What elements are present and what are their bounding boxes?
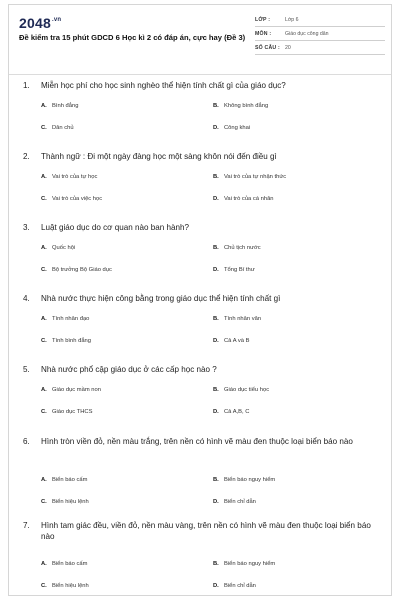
option-letter: A. — [41, 477, 47, 483]
question-body: Luật giáo dục do cơ quan nào ban hành? — [41, 223, 189, 232]
option-letter: A. — [41, 387, 47, 393]
option-text: Tính bình đẳng — [52, 338, 91, 344]
option-c[interactable] — [41, 338, 91, 344]
logo-suffix: .vn — [51, 17, 62, 23]
option-text: Bình đẳng — [52, 103, 79, 109]
option-text: Biển báo nguy hiểm — [224, 561, 276, 567]
option-d[interactable] — [213, 196, 274, 202]
option-text: Tổng Bí thư — [224, 267, 255, 273]
option-a[interactable] — [41, 477, 87, 483]
meta-value: Lớp 6 — [285, 16, 299, 23]
option-b[interactable] — [213, 103, 268, 109]
option-text: Biển hiệu lệnh — [52, 583, 89, 589]
option-text: Giáo dục THCS — [52, 409, 93, 415]
option-text: Giáo dục mầm non — [52, 387, 101, 393]
option-letter: A. — [41, 174, 47, 180]
option-b[interactable] — [213, 316, 261, 322]
question-text — [23, 437, 383, 448]
option-letter: C. — [41, 409, 47, 415]
logo-text: 2048 — [19, 15, 51, 31]
question-number: 3. — [23, 223, 30, 232]
option-letter: D. — [213, 499, 219, 505]
option-a[interactable] — [41, 387, 101, 393]
option-text: Giáo dục tiểu học — [224, 387, 270, 393]
question-text — [23, 521, 383, 542]
option-d[interactable] — [213, 409, 249, 415]
option-b[interactable] — [213, 387, 269, 393]
option-letter: D. — [213, 338, 219, 344]
option-text: Bộ trưởng Bộ Giáo dục — [52, 267, 112, 273]
option-a[interactable] — [41, 103, 78, 109]
question-number: 2. — [23, 152, 30, 161]
option-text: Công khai — [224, 125, 251, 131]
meta-label: MÔN : — [255, 30, 272, 37]
option-text: Quốc hội — [52, 245, 76, 251]
question-number: 7. — [23, 521, 30, 530]
meta-row-count — [255, 41, 385, 55]
question-text — [23, 365, 383, 376]
option-text: Vai trò của tự học — [52, 174, 98, 180]
option-letter: D. — [213, 267, 219, 273]
option-b[interactable] — [213, 245, 261, 251]
option-letter: D. — [213, 583, 219, 589]
question-text — [23, 223, 383, 234]
meta-label: LỚP : — [255, 16, 271, 23]
option-c[interactable] — [41, 409, 93, 415]
option-letter: A. — [41, 316, 47, 322]
question-number: 1. — [23, 81, 30, 90]
option-c[interactable] — [41, 583, 89, 589]
option-text: Biển báo cấm — [52, 477, 88, 483]
option-d[interactable] — [213, 338, 249, 344]
site-logo[interactable] — [19, 15, 61, 31]
option-text: Biển báo cấm — [52, 561, 88, 567]
option-letter: B. — [213, 245, 219, 251]
option-letter: A. — [41, 561, 47, 567]
option-d[interactable] — [213, 583, 256, 589]
option-letter: C. — [41, 499, 47, 505]
meta-row-subject — [255, 27, 385, 41]
option-letter: C. — [41, 583, 47, 589]
question-number: 6. — [23, 437, 30, 446]
option-letter: C. — [41, 267, 47, 273]
page-title: Đề kiểm tra 15 phút GDCD 6 Học kì 2 có đáp án, cực hay (Đề 3) — [19, 33, 246, 42]
option-letter: A. — [41, 103, 47, 109]
option-a[interactable] — [41, 245, 75, 251]
option-letter: D. — [213, 196, 219, 202]
question-number: 5. — [23, 365, 30, 374]
option-letter: C. — [41, 125, 47, 131]
option-d[interactable] — [213, 125, 250, 131]
option-b[interactable] — [213, 561, 275, 567]
option-text: Cả A,B, C — [224, 409, 250, 415]
option-letter: B. — [213, 561, 219, 567]
option-text: Biển báo nguy hiểm — [224, 477, 276, 483]
question-body: Miễn học phí cho học sinh nghèo thể hiện tính chất gì của giáo dục? — [41, 81, 286, 90]
option-d[interactable] — [213, 499, 256, 505]
option-letter: C. — [41, 196, 47, 202]
question-body: Thành ngữ : Đi một ngày đàng học một sàng khôn nói đến điều gì — [41, 152, 277, 161]
option-letter: B. — [213, 103, 219, 109]
option-b[interactable] — [213, 477, 275, 483]
question-text — [23, 152, 383, 163]
question-body: Nhà nước phổ cập giáo dục ở các cấp học nào ? — [41, 365, 217, 374]
meta-row-class — [255, 13, 385, 27]
option-c[interactable] — [41, 267, 112, 273]
question-text — [23, 81, 383, 92]
question-body: Hình tam giác đều, viền đỏ, nền màu vàng, trên nền có hình vẽ màu đen thuộc loại biển báo nào — [41, 521, 371, 541]
question-body: Nhà nước thực hiện công bằng trong giáo dục thể hiện tính chất gì — [41, 294, 281, 303]
question-number: 4. — [23, 294, 30, 303]
option-text: Tính nhân đạo — [52, 316, 90, 322]
option-letter: A. — [41, 245, 47, 251]
option-c[interactable] — [41, 196, 102, 202]
option-a[interactable] — [41, 316, 89, 322]
option-letter: C. — [41, 338, 47, 344]
option-d[interactable] — [213, 267, 255, 273]
option-text: Dân chủ — [52, 125, 74, 131]
meta-value: 20 — [285, 44, 291, 51]
option-letter: D. — [213, 125, 219, 131]
option-text: Biển hiệu lệnh — [52, 499, 89, 505]
option-c[interactable] — [41, 125, 74, 131]
option-letter: B. — [213, 316, 219, 322]
meta-table — [255, 13, 385, 55]
option-text: Vai trò của cá nhân — [224, 196, 274, 202]
option-b[interactable] — [213, 174, 286, 180]
worksheet-header — [9, 5, 392, 63]
option-letter: B. — [213, 477, 219, 483]
option-a[interactable] — [41, 561, 87, 567]
option-text: Biển chỉ dẫn — [224, 499, 256, 505]
header-divider — [9, 74, 392, 75]
meta-label: SỐ CÂU : — [255, 44, 280, 51]
option-text: Chủ tịch nước — [224, 245, 261, 251]
option-text: Vai trò của việc học — [52, 196, 103, 202]
worksheet-page — [8, 4, 392, 596]
option-text: Vai trò của tự nhận thức — [224, 174, 287, 180]
question-text — [23, 294, 383, 305]
option-text: Cả A và B — [224, 338, 250, 344]
option-letter: B. — [213, 174, 219, 180]
question-body: Hình tròn viền đỏ, nền màu trắng, trên nền có hình vẽ màu đen thuộc loại biển báo nào — [41, 437, 353, 446]
option-text: Biển chỉ dẫn — [224, 583, 256, 589]
option-text: Không bình đẳng — [224, 103, 269, 109]
option-letter: B. — [213, 387, 219, 393]
option-letter: D. — [213, 409, 219, 415]
meta-value: Giáo dục công dân — [285, 30, 329, 37]
option-text: Tính nhân văn — [224, 316, 262, 322]
option-a[interactable] — [41, 174, 97, 180]
option-c[interactable] — [41, 499, 89, 505]
